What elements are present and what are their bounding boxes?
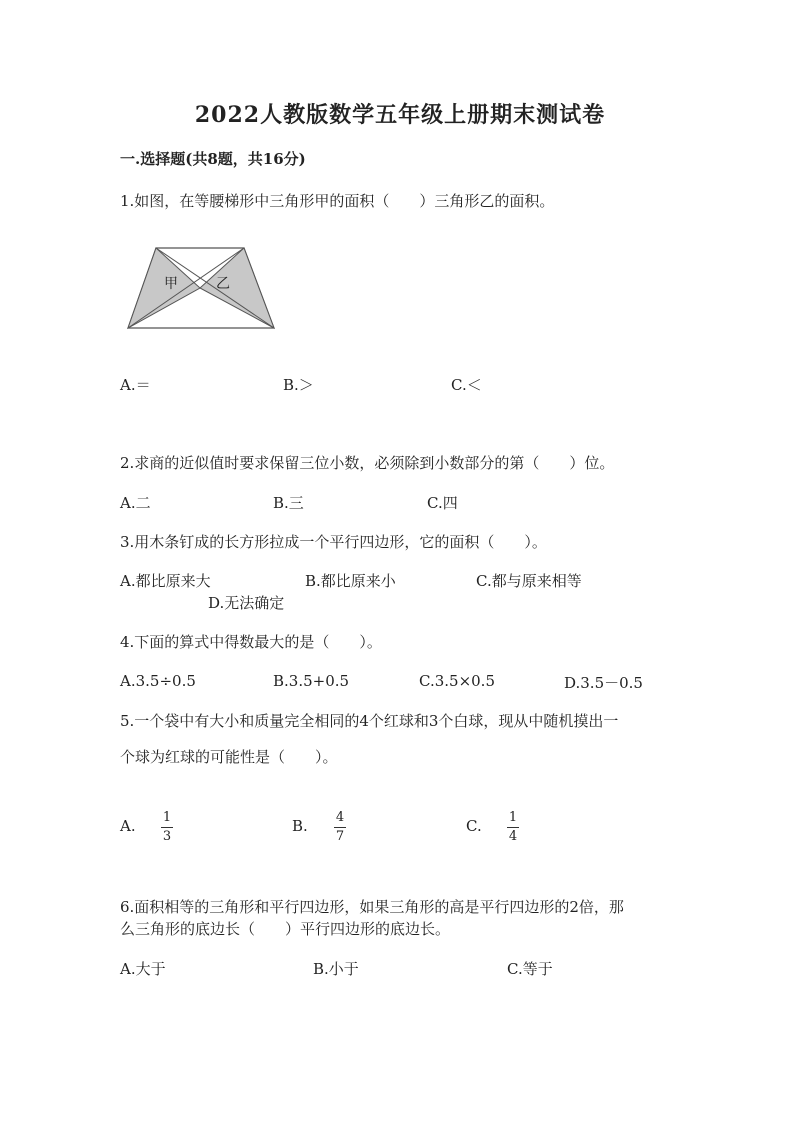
q5-option-b-letter: B. <box>292 817 308 835</box>
q5-option-c-fraction <box>507 810 519 845</box>
page-title: 2022人教版数学五年级上册期末测试卷 <box>194 102 606 128</box>
fraction-bar <box>161 827 173 828</box>
section-heading: 一.选择题(共8题，共16分) <box>120 150 306 168</box>
q4-option-c: C.3.5×0.5 <box>419 672 495 690</box>
q5-option-a-letter: A. <box>120 817 136 835</box>
q3-option-d: D.无法确定 <box>208 594 285 612</box>
q1-option-a: A.＝ <box>120 376 151 394</box>
q1-option-c: C.＜ <box>451 376 482 394</box>
q4-option-b: B.3.5+0.5 <box>273 672 350 690</box>
q2-option-b: B.三 <box>273 494 304 512</box>
trapezoid-figure <box>126 246 276 330</box>
question-1-text: 1.如图，在等腰梯形中三角形甲的面积（ ）三角形乙的面积。 <box>120 192 555 210</box>
question-4-text: 4.下面的算式中得数最大的是（ ）。 <box>120 633 382 651</box>
q2-option-c: C.四 <box>427 494 458 512</box>
q5-option-a-denominator: 3 <box>162 829 172 844</box>
q2-option-a: A.二 <box>120 494 151 512</box>
question-5-text-line1: 5.一个袋中有大小和质量完全相同的4个红球和3个白球，现从中随机摸出一 <box>120 712 619 730</box>
question-5-text-line2: 个球为红球的可能性是（ ）。 <box>120 748 338 766</box>
question-6-text-line1: 6.面积相等的三角形和平行四边形，如果三角形的高是平行四边形的2倍，那 <box>120 898 624 916</box>
fraction-bar <box>507 827 519 828</box>
q4-option-a: A.3.5÷0.5 <box>120 672 196 690</box>
q3-option-c: C.都与原来相等 <box>476 572 582 590</box>
q4-option-d: D.3.5－0.5 <box>564 674 643 692</box>
q3-option-a: A.都比原来大 <box>120 572 211 590</box>
question-2-text: 2.求商的近似值时要求保留三位小数，必须除到小数部分的第（ ）位。 <box>120 454 615 472</box>
q6-option-a: A.大于 <box>120 960 166 978</box>
q5-option-a-numerator: 1 <box>162 810 172 825</box>
q5-option-c-numerator: 1 <box>508 810 518 825</box>
q3-option-b: B.都比原来小 <box>305 572 396 590</box>
q5-option-b-denominator: 7 <box>335 829 345 844</box>
q5-option-c-letter: C. <box>466 817 482 835</box>
q5-option-b-numerator: 4 <box>335 810 345 825</box>
triangle-a-label: 甲 <box>164 276 178 292</box>
question-3-text: 3.用木条钉成的长方形拉成一个平行四边形，它的面积（ ）。 <box>120 533 547 551</box>
q5-option-b-fraction <box>334 810 346 845</box>
triangle-b-label: 乙 <box>216 276 230 292</box>
fraction-bar <box>334 827 346 828</box>
q6-option-c: C.等于 <box>507 960 553 978</box>
q5-option-a-fraction <box>161 810 173 845</box>
q5-option-c-denominator: 4 <box>508 829 518 844</box>
q6-option-b: B.小于 <box>313 960 359 978</box>
q1-option-b: B.＞ <box>283 376 314 394</box>
question-6-text-line2: 么三角形的底边长（ ）平行四边形的底边长。 <box>120 920 451 938</box>
